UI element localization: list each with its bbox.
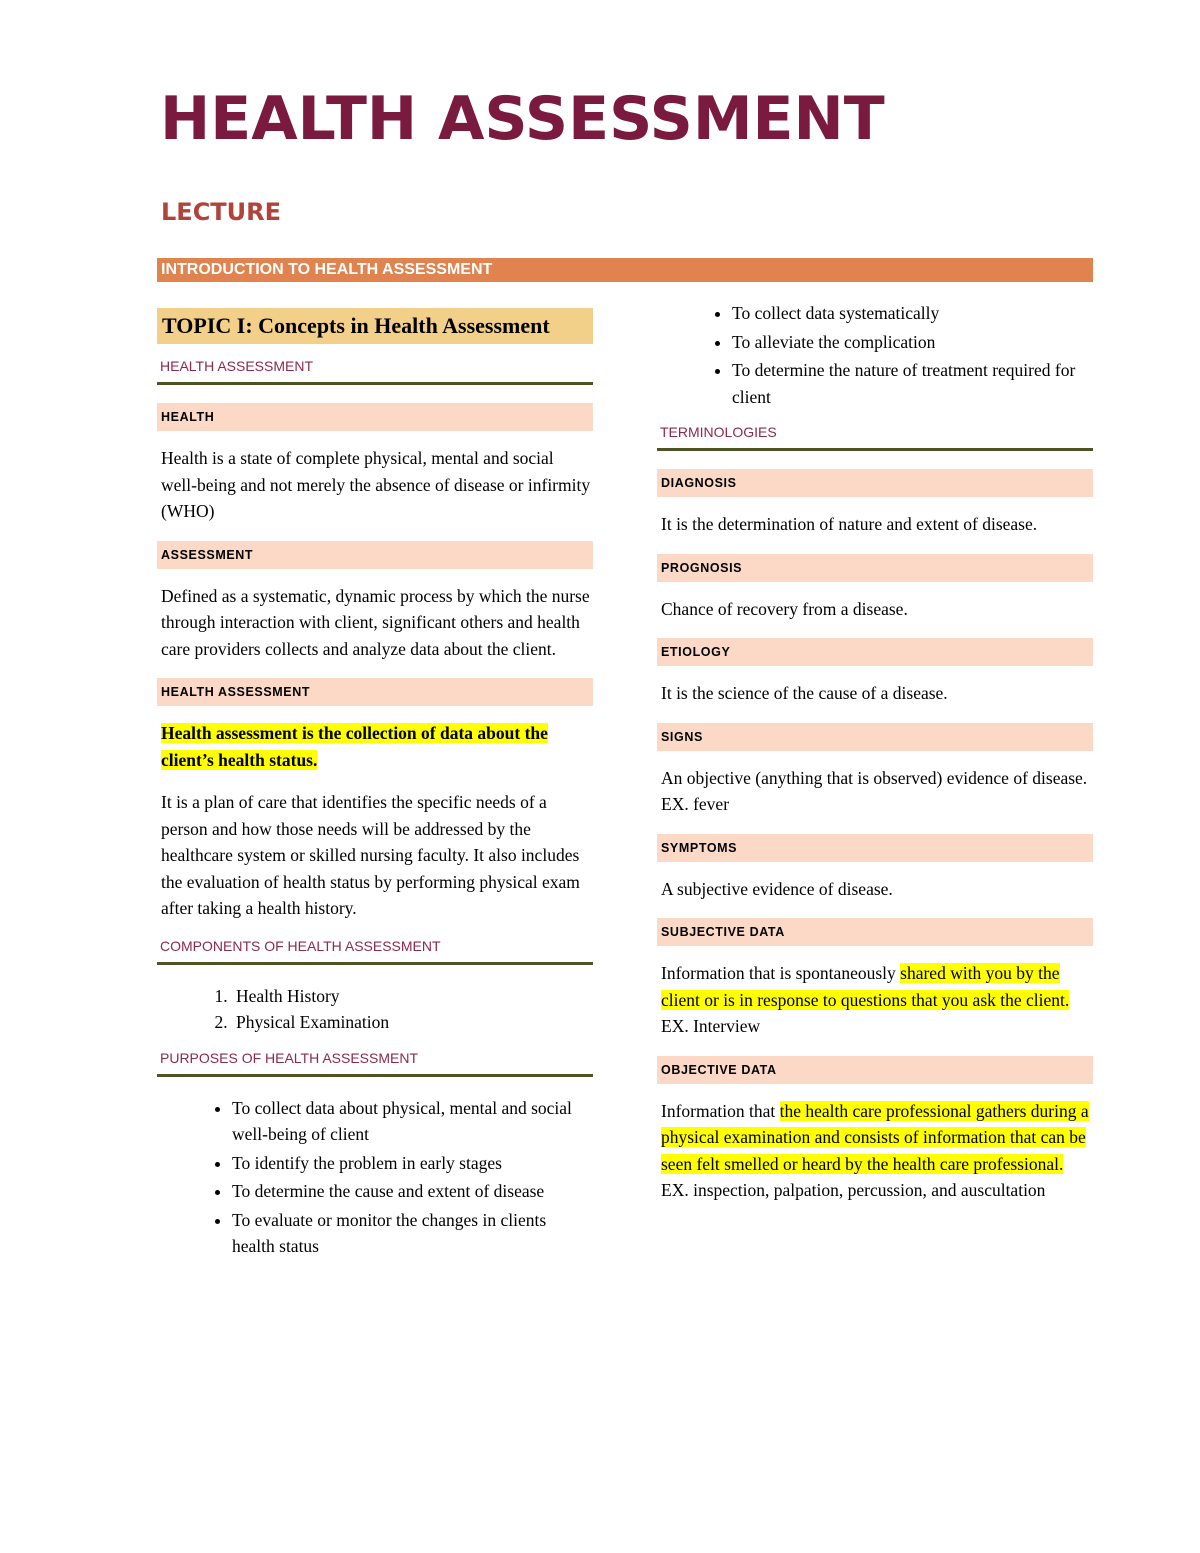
subjective-data-definition [661,960,1093,1040]
list-item: • To determine the nature of treatment required for client [732,357,1093,410]
etiology-definition: It is the science of the cause of a disease. [661,683,948,703]
left-column [157,308,593,1274]
term-objective-data: OBJECTIVE DATA [657,1056,1093,1084]
list-item: • To evaluate or monitor the changes in clients health status [232,1207,593,1260]
section-heading-purposes: PURPOSES OF HEALTH ASSESSMENT [157,1050,593,1077]
term-symptoms: SYMPTOMS [657,834,1093,862]
list-item: • To collect data about physical, mental and social well-being of client [232,1095,593,1148]
term-health-assessment: HEALTH ASSESSMENT [157,678,593,706]
document-title: HEALTH ASSESSMENT [160,84,885,154]
term-health: HEALTH [157,403,593,431]
term-signs: SIGNS [657,723,1093,751]
diagnosis-definition: It is the determination of nature and extent of disease. [661,514,1038,534]
health-definition: Health is a state of complete physical, mental and social well-being and not merely the absence of disease or infirmity (WHO) [161,448,591,521]
term-assessment: ASSESSMENT [157,541,593,569]
list-item: • To collect data systematically [732,300,1093,327]
assessment-definition: Defined as a systematic, dynamic process by which the nurse through interaction with client, significant others and health care providers collects and analyze data about the client. [161,585,590,659]
components-list [157,983,593,1036]
section-heading-components: COMPONENTS OF HEALTH ASSESSMENT [157,938,593,965]
list-item: • To determine the cause and extent of disease [232,1178,593,1205]
highlighted-text: shared with you by the client or is in response to questions that you ask the client. [661,963,1070,1010]
document-subtitle: LECTURE [161,198,282,226]
term-diagnosis: DIAGNOSIS [657,469,1093,497]
health-assessment-highlight-paragraph [161,720,593,773]
objective-text-start: Information that [661,1100,780,1121]
prognosis-definition: Chance of recovery from a disease. [661,598,908,619]
health-assessment-definition: It is a plan of care that identifies the specific needs of a person and how those needs will be addressed by the healthcare system or skilled nursing faculty. It also includes the evaluation of health status by performing physical exam after taking a health history. [161,792,580,918]
signs-definition: An objective (anything that is observed) evidence of disease. EX. fever [661,767,1088,814]
symptoms-definition: A subjective evidence of disease. [661,878,893,899]
purposes-list-continued [657,300,1093,410]
objective-data-definition [661,1098,1093,1204]
list-item: 2. Physical Examination [232,1009,593,1036]
section-banner: INTRODUCTION TO HEALTH ASSESSMENT [157,258,1093,282]
highlighted-text: Health assessment is the collection of data about the client’s health status. [161,723,548,770]
objective-text-end: EX. inspection, palpation, percussion, and auscultation [661,1180,1046,1200]
list-item: • To alleviate the complication [732,329,1093,356]
list-item: 1. Health History [232,983,593,1010]
topic-heading: TOPIC I: Concepts in Health Assessment [157,308,593,344]
term-subjective-data: SUBJECTIVE DATA [657,918,1093,946]
section-heading-health-assessment: HEALTH ASSESSMENT [157,358,593,385]
term-prognosis: PROGNOSIS [657,554,1093,582]
right-column [657,300,1093,1220]
purposes-list [157,1095,593,1260]
subjective-text-start: Information that is spontaneously [661,963,901,983]
subjective-text-end: EX. Interview [661,1016,761,1036]
highlighted-text: the health care professional gathers during a physical examination and consists of information that can be seen felt smelled or heard by the health care professional. [661,1100,1089,1174]
list-item: • To identify the problem in early stages [232,1150,593,1177]
section-heading-terminologies: TERMINOLOGIES [657,424,1093,451]
term-etiology: ETIOLOGY [657,638,1093,666]
